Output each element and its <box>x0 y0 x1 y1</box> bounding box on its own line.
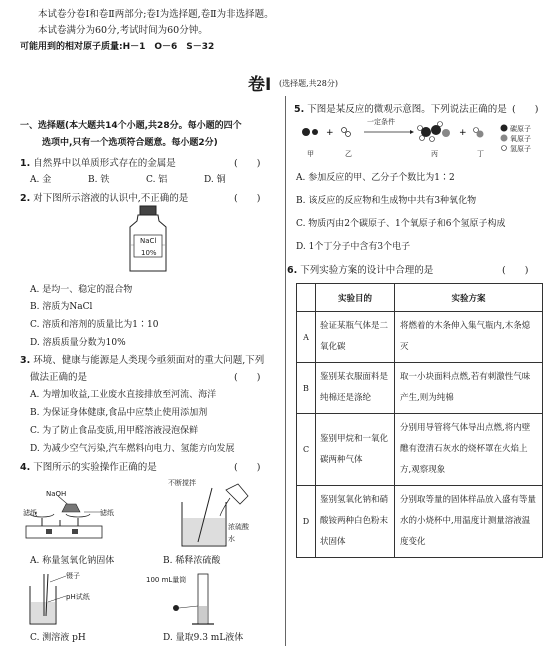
q4-option-a: A. 称量氢氧化钠固体 <box>30 556 115 566</box>
row-plan: 取一小块面料点燃,若有刺激性气味产生,则为纯棉 <box>395 363 543 414</box>
label-tweezers: 镊子 <box>66 572 80 580</box>
q4-answer-paren: ( ) <box>234 462 261 473</box>
row-key: A <box>297 312 316 363</box>
label-ph-paper: pH试纸 <box>66 593 90 601</box>
section-header-line-2: 选项中,只有一个选项符合题意。每小题2分) <box>42 138 218 148</box>
q2-option-d: D. 溶质质量分数为10% <box>30 338 126 348</box>
row-key: D <box>297 486 316 558</box>
table-header-blank <box>297 284 316 312</box>
table-row <box>297 414 543 486</box>
q4-stem: 4. 下图所示的实验操作正确的是 <box>20 462 157 473</box>
table-row <box>297 363 543 414</box>
q1-answer-paren: ( ) <box>234 158 261 169</box>
q6-answer-paren: ( ) <box>502 265 529 276</box>
molecule-label-jia: 甲 <box>307 150 314 158</box>
q4-option-d: D. 量取9.3 mL液体 <box>163 633 244 643</box>
row-key: B <box>297 363 316 414</box>
q1-option-a: A. 金 <box>30 175 52 185</box>
q3-answer-paren: ( ) <box>234 372 261 383</box>
dilution-figure <box>168 482 260 554</box>
experiment-plan-table <box>296 283 543 558</box>
reaction-diagram <box>296 120 546 160</box>
bottle-label-nacl: NaCl <box>140 237 157 245</box>
label-filter-paper-left: 滤纸 <box>23 509 37 517</box>
molecule-label-bing: 丙 <box>431 150 438 158</box>
q1-option-d: D. 铜 <box>204 175 226 185</box>
row-goal: 鉴别某衣服面料是纯棉还是涤纶 <box>316 363 395 414</box>
q5-answer-paren: ( ) <box>512 104 539 115</box>
row-plan: 分别取等量的固体样品放入盛有等量水的小烧杯中,用温度计测量溶液温度变化 <box>395 486 543 558</box>
column-divider <box>285 96 286 646</box>
balance-figure <box>22 478 132 548</box>
table-header-plan: 实验方案 <box>395 284 543 312</box>
row-goal: 鉴别甲烷和一氧化碳两种气体 <box>316 414 395 486</box>
table-row <box>297 486 543 558</box>
row-goal: 鉴别氢氧化钠和硝酸铵两种白色粉末状固体 <box>316 486 395 558</box>
q5-stem: 5. 下图是某反应的微观示意图。下列说法正确的是 <box>294 104 507 115</box>
row-key: C <box>297 414 316 486</box>
q5-option-b: B. 该反应的反应物和生成物中共有3种氧化物 <box>296 196 477 206</box>
q5-option-d: D. 1个丁分子中含有3个电子 <box>296 242 411 252</box>
q3-stem-line-1: 3. 环境、健康与能源是人类现今亟须面对的重大问题,下列 <box>20 355 265 366</box>
label-water: 水 <box>228 535 235 543</box>
row-plan: 将燃着的木条伸入集气瓶内,木条熄灭 <box>395 312 543 363</box>
legend-carbon: 碳原子 <box>510 125 531 133</box>
row-plan: 分别用导管将气体导出点燃,将内壁醮有澄清石灰水的烧杯罩在火焰上方,观察现象 <box>395 414 543 486</box>
table-row <box>297 312 543 363</box>
q6-stem: 6. 下列实验方案的设计中合理的是 <box>287 265 434 276</box>
label-conc-sulfuric: 浓硫酸 <box>228 523 249 531</box>
q3-option-c: C. 为了防止食品变质,用甲醛溶液浸泡保鲜 <box>30 426 199 436</box>
intro-line-2: 本试卷满分为60分,考试时间为60分钟。 <box>38 25 208 36</box>
legend-oxygen: 氧原子 <box>510 135 531 143</box>
q1-stem: 1. 自然界中以单质形式存在的金属是 <box>20 158 176 169</box>
legend-hydrogen: 氢原子 <box>510 145 531 153</box>
q2-option-c: C. 溶质和溶剂的质量比为1∶10 <box>30 320 159 330</box>
label-naoh: NaOH <box>46 490 67 498</box>
q2-option-a: A. 是均一、稳定的混合物 <box>30 285 133 295</box>
table-header-goal: 实验目的 <box>316 284 395 312</box>
volume-title: 卷Ⅰ <box>248 75 272 95</box>
label-stir: 不断搅拌 <box>168 479 196 487</box>
q2-answer-paren: ( ) <box>234 193 261 204</box>
q5-option-a: A. 参加反应的甲、乙分子个数比为1∶2 <box>296 173 455 183</box>
bottle-label-percent: 10% <box>141 249 157 257</box>
q3-option-d: D. 为减少空气污染,汽车燃料向电力、氢能方向发展 <box>30 444 235 454</box>
section-header-line-1: 一、选择题(本大题共14个小题,共28分。每小题的四个 <box>20 121 242 131</box>
svg-text:+: + <box>459 128 467 138</box>
q1-option-c: C. 铝 <box>146 175 168 185</box>
q1-option-b: B. 铁 <box>88 175 110 185</box>
q2-option-b: B. 溶质为NaCl <box>30 302 93 312</box>
q5-option-c: C. 物质丙由2个碳原子、1个氧原子和6个氢原子构成 <box>296 219 506 229</box>
label-100ml-cylinder: 100 mL量筒 <box>146 576 187 584</box>
molecule-label-yi: 乙 <box>345 150 352 158</box>
q3-stem-line-2: 做法正确的是 <box>30 372 88 383</box>
atomic-mass-line: 可能用到的相对原子质量:H－1 O－6 S－32 <box>20 42 215 52</box>
q3-option-b: B. 为保证身体健康,食品中应禁止使用添加剂 <box>30 408 208 418</box>
label-filter-paper-right: 滤纸 <box>100 509 114 517</box>
intro-line-1: 本试卷分卷Ⅰ和卷Ⅱ两部分;卷Ⅰ为选择题,卷Ⅱ为非选择题。 <box>38 9 274 20</box>
molecule-label-ding: 丁 <box>477 150 484 158</box>
table-header-row <box>297 284 543 312</box>
q3-option-a: A. 为增加收益,工业废水直接排放至河流、海洋 <box>30 390 217 400</box>
volume-subtitle: (选择题,共28分) <box>279 79 338 88</box>
q4-option-b: B. 稀释浓硫酸 <box>163 556 221 566</box>
row-goal: 验证某瓶气体是二氧化碳 <box>316 312 395 363</box>
reaction-condition: 一定条件 <box>367 118 395 126</box>
q4-option-c: C. 测溶液 pH <box>30 633 86 643</box>
svg-text:+: + <box>326 128 334 138</box>
q2-stem: 2. 对下图所示溶液的认识中,不正确的是 <box>20 193 189 204</box>
